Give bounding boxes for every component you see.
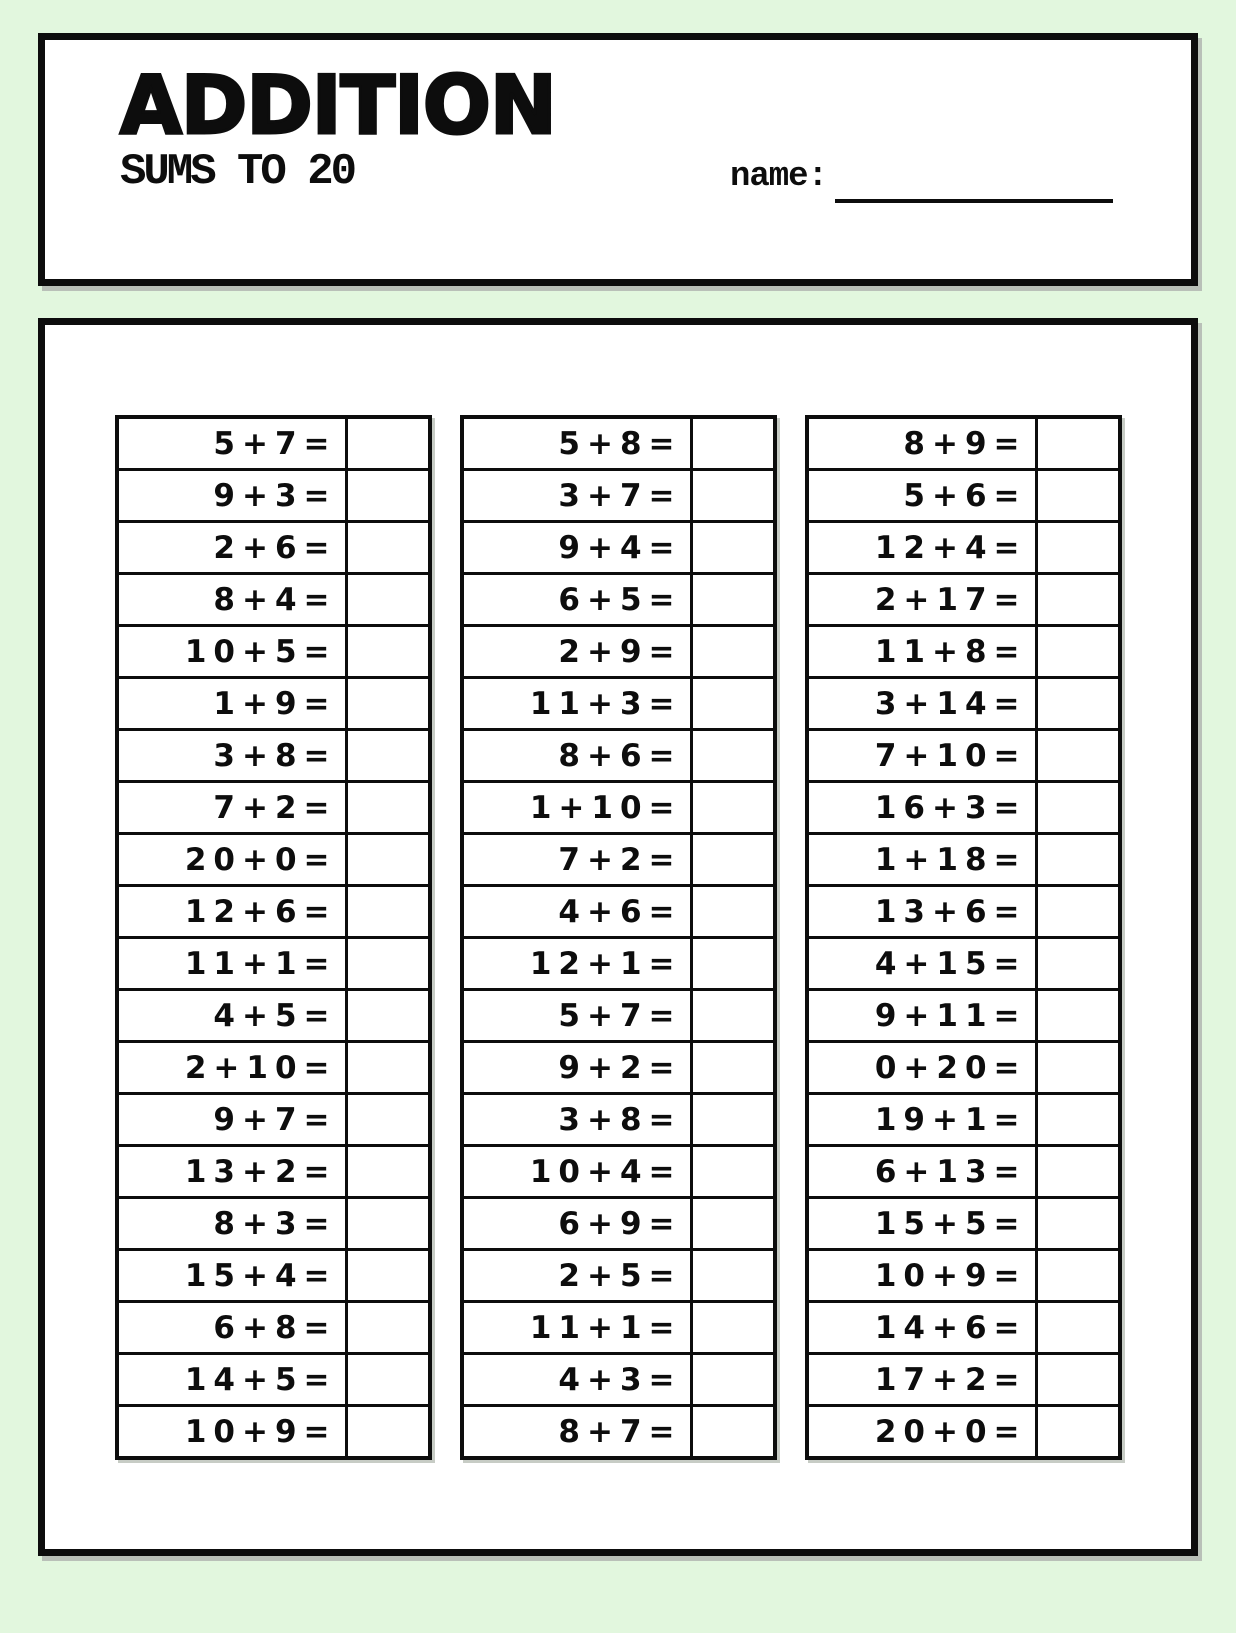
- problem-row: [119, 471, 428, 523]
- problem-row: [119, 1407, 428, 1456]
- problem-row: [119, 1147, 428, 1199]
- problem-row: [119, 679, 428, 731]
- answer-cell[interactable]: [1038, 679, 1118, 728]
- answer-cell[interactable]: [1038, 991, 1118, 1040]
- problem-row: [464, 887, 773, 939]
- problem-text: 20+0=: [119, 835, 348, 884]
- problem-text: 1+18=: [809, 835, 1038, 884]
- answer-cell[interactable]: [693, 939, 773, 988]
- problem-row: [119, 991, 428, 1043]
- answer-cell[interactable]: [1038, 939, 1118, 988]
- problem-text: 9+3=: [119, 471, 348, 520]
- answer-cell[interactable]: [1038, 1355, 1118, 1404]
- answer-cell[interactable]: [1038, 471, 1118, 520]
- answer-cell[interactable]: [348, 1147, 428, 1196]
- problem-text: 20+0=: [809, 1407, 1038, 1456]
- problem-text: 14+5=: [119, 1355, 348, 1404]
- answer-cell[interactable]: [693, 1303, 773, 1352]
- problem-row: [464, 835, 773, 887]
- problem-row: [464, 471, 773, 523]
- answer-cell[interactable]: [348, 1043, 428, 1092]
- problem-text: 6+5=: [464, 575, 693, 624]
- answer-cell[interactable]: [348, 627, 428, 676]
- problem-row: [809, 731, 1118, 783]
- problem-row: [464, 939, 773, 991]
- worksheet-title: ADDITION: [120, 59, 556, 152]
- problem-table-1: [115, 415, 432, 1460]
- problem-text: 6+9=: [464, 1199, 693, 1248]
- answer-cell[interactable]: [348, 419, 428, 468]
- answer-cell[interactable]: [1038, 835, 1118, 884]
- answer-cell[interactable]: [348, 939, 428, 988]
- problem-row: [464, 679, 773, 731]
- problem-text: 16+3=: [809, 783, 1038, 832]
- problem-text: 5+7=: [464, 991, 693, 1040]
- problem-text: 2+17=: [809, 575, 1038, 624]
- problem-text: 6+13=: [809, 1147, 1038, 1196]
- problem-text: 12+6=: [119, 887, 348, 936]
- answer-cell[interactable]: [1038, 575, 1118, 624]
- name-label: name:: [729, 158, 827, 196]
- answer-cell[interactable]: [1038, 419, 1118, 468]
- problem-text: 14+6=: [809, 1303, 1038, 1352]
- problem-text: 9+11=: [809, 991, 1038, 1040]
- answer-cell[interactable]: [1038, 1147, 1118, 1196]
- answer-cell[interactable]: [1038, 783, 1118, 832]
- answer-cell[interactable]: [348, 1199, 428, 1248]
- answer-cell[interactable]: [1038, 1407, 1118, 1456]
- problem-row: [464, 1147, 773, 1199]
- answer-cell[interactable]: [693, 1147, 773, 1196]
- problem-row: [464, 523, 773, 575]
- problem-text: 3+7=: [464, 471, 693, 520]
- problem-row: [464, 731, 773, 783]
- problem-text: 11+1=: [119, 939, 348, 988]
- problem-row: [809, 419, 1118, 471]
- problem-text: 5+8=: [464, 419, 693, 468]
- answer-cell[interactable]: [693, 1355, 773, 1404]
- problem-text: 8+7=: [464, 1407, 693, 1456]
- name-field-group: [730, 160, 1113, 194]
- problem-text: 9+7=: [119, 1095, 348, 1144]
- problem-row: [464, 1095, 773, 1147]
- problem-row: [464, 991, 773, 1043]
- problem-text: 9+2=: [464, 1043, 693, 1092]
- problem-row: [809, 1303, 1118, 1355]
- problem-row: [809, 939, 1118, 991]
- problem-text: 11+8=: [809, 627, 1038, 676]
- answer-cell[interactable]: [693, 991, 773, 1040]
- problem-row: [809, 1407, 1118, 1456]
- problem-text: 9+4=: [464, 523, 693, 572]
- problem-row: [809, 1251, 1118, 1303]
- problem-text: 8+6=: [464, 731, 693, 780]
- answer-cell[interactable]: [348, 471, 428, 520]
- problem-row: [809, 783, 1118, 835]
- answer-cell[interactable]: [693, 731, 773, 780]
- problem-row: [809, 627, 1118, 679]
- problem-row: [809, 1095, 1118, 1147]
- answer-cell[interactable]: [348, 887, 428, 936]
- problem-text: 2+9=: [464, 627, 693, 676]
- problem-text: 2+10=: [119, 1043, 348, 1092]
- problem-text: 13+6=: [809, 887, 1038, 936]
- problem-row: [119, 1303, 428, 1355]
- answer-cell[interactable]: [348, 835, 428, 884]
- problem-text: 10+5=: [119, 627, 348, 676]
- answer-cell[interactable]: [348, 783, 428, 832]
- problem-text: 12+1=: [464, 939, 693, 988]
- problem-row: [119, 1043, 428, 1095]
- problem-row: [809, 991, 1118, 1043]
- problem-row: [809, 1147, 1118, 1199]
- problem-row: [119, 1095, 428, 1147]
- problem-text: 8+3=: [119, 1199, 348, 1248]
- problem-text: 3+8=: [464, 1095, 693, 1144]
- problems-grid: [115, 415, 1122, 1460]
- problem-row: [464, 1407, 773, 1456]
- problem-text: 10+9=: [809, 1251, 1038, 1300]
- problem-text: 3+14=: [809, 679, 1038, 728]
- problem-row: [119, 1355, 428, 1407]
- problem-text: 15+5=: [809, 1199, 1038, 1248]
- problem-text: 4+15=: [809, 939, 1038, 988]
- answer-cell[interactable]: [348, 1407, 428, 1456]
- problem-row: [464, 1303, 773, 1355]
- answer-cell[interactable]: [693, 1043, 773, 1092]
- problem-row: [464, 1355, 773, 1407]
- problem-row: [464, 627, 773, 679]
- answer-cell[interactable]: [693, 1407, 773, 1456]
- answer-cell[interactable]: [1038, 887, 1118, 936]
- problem-row: [119, 731, 428, 783]
- problem-row: [809, 471, 1118, 523]
- answer-cell[interactable]: [348, 523, 428, 572]
- answer-cell[interactable]: [348, 991, 428, 1040]
- problem-row: [119, 939, 428, 991]
- problem-text: 8+4=: [119, 575, 348, 624]
- problem-text: 7+10=: [809, 731, 1038, 780]
- answer-cell[interactable]: [1038, 627, 1118, 676]
- answer-cell[interactable]: [348, 1251, 428, 1300]
- answer-cell[interactable]: [693, 1199, 773, 1248]
- problem-table-3: [805, 415, 1122, 1460]
- answer-cell[interactable]: [693, 419, 773, 468]
- problem-row: [809, 523, 1118, 575]
- problem-text: 7+2=: [119, 783, 348, 832]
- problem-row: [464, 783, 773, 835]
- answer-cell[interactable]: [693, 575, 773, 624]
- worksheet-page: [0, 33, 1236, 1556]
- answer-cell[interactable]: [693, 471, 773, 520]
- header-subrow: [120, 147, 1113, 197]
- problem-row: [119, 835, 428, 887]
- problem-row: [809, 887, 1118, 939]
- problem-text: 4+6=: [464, 887, 693, 936]
- answer-cell[interactable]: [348, 679, 428, 728]
- problem-row: [119, 1199, 428, 1251]
- answer-cell[interactable]: [1038, 1095, 1118, 1144]
- problems-box: [38, 318, 1198, 1556]
- problem-text: 10+4=: [464, 1147, 693, 1196]
- answer-cell[interactable]: [348, 1095, 428, 1144]
- problem-text: 11+3=: [464, 679, 693, 728]
- answer-cell[interactable]: [348, 1355, 428, 1404]
- problem-row: [464, 419, 773, 471]
- worksheet-subtitle: SUMS TO 20: [120, 147, 355, 197]
- answer-cell[interactable]: [348, 731, 428, 780]
- problem-row: [119, 783, 428, 835]
- problem-row: [809, 835, 1118, 887]
- header-box: [38, 33, 1198, 286]
- problem-row: [119, 1251, 428, 1303]
- problem-row: [464, 1251, 773, 1303]
- problem-text: 15+4=: [119, 1251, 348, 1300]
- problem-text: 5+6=: [809, 471, 1038, 520]
- problem-text: 1+10=: [464, 783, 693, 832]
- problem-text: 6+8=: [119, 1303, 348, 1352]
- problem-row: [809, 1199, 1118, 1251]
- problem-row: [809, 679, 1118, 731]
- problem-row: [119, 575, 428, 627]
- problem-row: [464, 1199, 773, 1251]
- answer-cell[interactable]: [1038, 1199, 1118, 1248]
- answer-cell[interactable]: [1038, 1043, 1118, 1092]
- answer-cell[interactable]: [693, 523, 773, 572]
- problem-text: 4+5=: [119, 991, 348, 1040]
- problem-text: 8+9=: [809, 419, 1038, 468]
- problem-text: 5+7=: [119, 419, 348, 468]
- problem-row: [119, 419, 428, 471]
- problem-row: [119, 887, 428, 939]
- answer-cell[interactable]: [693, 1251, 773, 1300]
- problem-text: 0+20=: [809, 1043, 1038, 1092]
- problem-text: 1+9=: [119, 679, 348, 728]
- answer-cell[interactable]: [348, 1303, 428, 1352]
- answer-cell[interactable]: [1038, 731, 1118, 780]
- problem-row: [809, 575, 1118, 627]
- answer-cell[interactable]: [693, 1095, 773, 1144]
- problem-text: 11+1=: [464, 1303, 693, 1352]
- answer-cell[interactable]: [693, 783, 773, 832]
- problem-row: [119, 627, 428, 679]
- problem-text: 19+1=: [809, 1095, 1038, 1144]
- problem-text: 3+8=: [119, 731, 348, 780]
- answer-cell[interactable]: [693, 887, 773, 936]
- answer-cell[interactable]: [348, 575, 428, 624]
- answer-cell[interactable]: [1038, 1251, 1118, 1300]
- problem-text: 10+9=: [119, 1407, 348, 1456]
- problem-text: 2+5=: [464, 1251, 693, 1300]
- answer-cell[interactable]: [1038, 1303, 1118, 1352]
- problem-row: [809, 1355, 1118, 1407]
- answer-cell[interactable]: [693, 679, 773, 728]
- problem-row: [464, 575, 773, 627]
- problem-text: 13+2=: [119, 1147, 348, 1196]
- answer-cell[interactable]: [693, 835, 773, 884]
- problem-text: 12+4=: [809, 523, 1038, 572]
- problem-row: [809, 1043, 1118, 1095]
- name-input-line[interactable]: [835, 197, 1113, 203]
- problem-row: [119, 523, 428, 575]
- answer-cell[interactable]: [693, 627, 773, 676]
- answer-cell[interactable]: [1038, 523, 1118, 572]
- problem-text: 7+2=: [464, 835, 693, 884]
- problem-table-2: [460, 415, 777, 1460]
- problem-text: 17+2=: [809, 1355, 1038, 1404]
- problem-text: 4+3=: [464, 1355, 693, 1404]
- problem-row: [464, 1043, 773, 1095]
- problem-text: 2+6=: [119, 523, 348, 572]
